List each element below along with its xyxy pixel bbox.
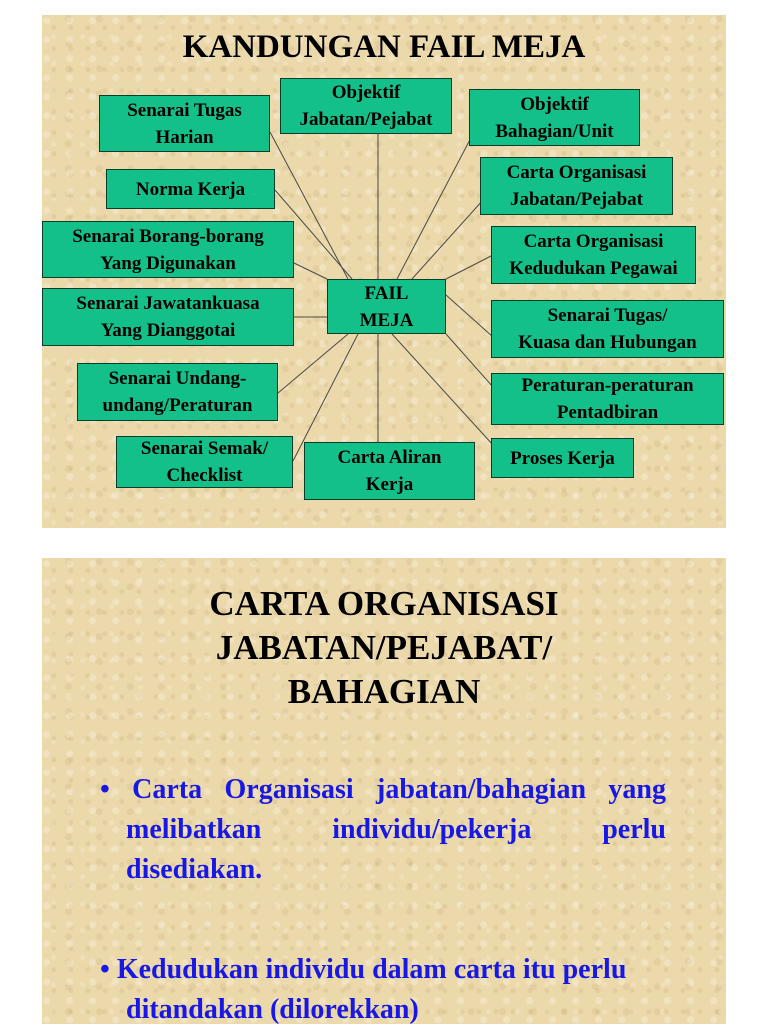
link-carta-organisasi-jabatan [412,200,483,279]
node-carta-organisasi-kedudukan: Carta Organisasi Kedudukan Pegawai [491,226,696,284]
node-senarai-undang: Senarai Undang- undang/Peraturan [77,363,278,421]
bullet-item [100,950,666,1030]
node-senarai-tugas-harian: Senarai Tugas Harian [99,95,270,152]
node-peraturan-pentadbiran: Peraturan-peraturan Pentadbiran [491,373,724,425]
node-fail-meja: FAIL MEJA [327,279,446,334]
node-senarai-semak: Senarai Semak/ Checklist [116,436,293,488]
bullet-text: Carta Organisasi jabatan/bahagian yang melibatkan individu/pekerja perlu disediakan. [126,774,666,885]
link-objektif-bahagian [397,132,474,279]
link-peraturan-pentadbiran [446,334,493,387]
node-objektif-jabatan: Objektif Jabatan/Pejabat [280,78,452,134]
node-senarai-jawatankuasa: Senarai Jawatankuasa Yang Dianggotai [42,288,294,346]
slide-title: KANDUNGAN FAIL MEJA [182,29,586,65]
link-senarai-tugas-kuasa [446,295,493,337]
link-proses-kerja [392,334,493,445]
node-carta-organisasi-jabatan: Carta Organisasi Jabatan/Pejabat [480,157,673,215]
bullet-marker: • [100,774,110,805]
node-carta-aliran: Carta Aliran Kerja [304,442,475,500]
node-senarai-borang: Senarai Borang-borang Yang Digunakan [42,221,294,278]
link-senarai-borang [294,263,327,279]
bullet-item [100,770,666,890]
node-senarai-tugas-kuasa: Senarai Tugas/ Kuasa dan Hubungan [491,300,724,358]
slide-carta-organisasi [42,558,726,1024]
node-objektif-bahagian: Objektif Bahagian/Unit [469,89,640,146]
slide-kandungan-fail-meja [42,15,726,528]
node-proses-kerja: Proses Kerja [491,438,634,478]
bullet-marker: • [100,954,110,985]
slide-title: CARTA ORGANISASI JABATAN/PEJABAT/ BAHAGIAN [209,584,559,711]
link-carta-organisasi-kedudukan [446,255,493,279]
node-norma-kerja: Norma Kerja [106,169,275,209]
bullet-text: Kedudukan individu dalam carta itu perlu ditandakan (dilorekkan) [116,954,627,1025]
